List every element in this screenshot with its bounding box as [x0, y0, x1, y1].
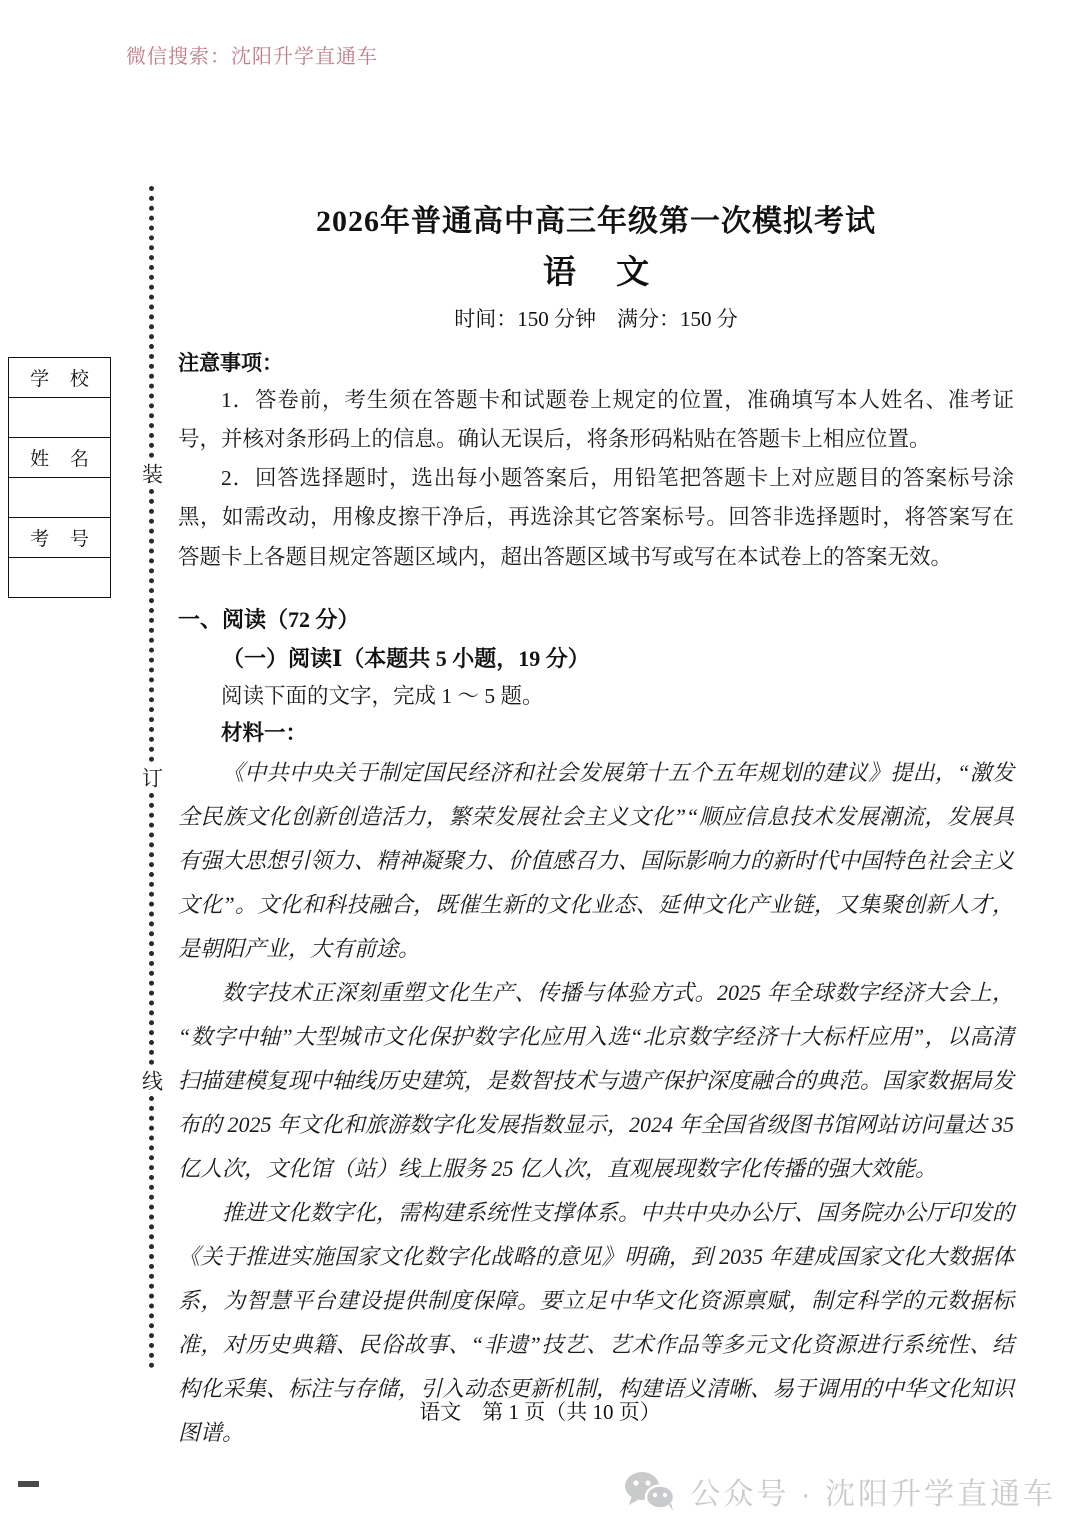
material-paragraph-3: 推进文化数字化，需构建系统性支撑体系。中共中央办公厅、国务院办公厅印发的《关于推进实施国家文化数字化战略的意见》明确，到 2035 年建成国家文化大数据体系，为智慧平台建设提供制度保障。要立足中华文化资源禀赋，制定科学的元数据标准，对历史典籍、民俗故事、“非遗”技艺、艺术作品等多元文化资源进行系统性、结构化采集、标注与存储，引入动态更新机制，构建语义清晰、易于调用的中华文化知识图谱。 — [178, 1199, 1015, 1445]
sealing-line-dots-mid-lower — [149, 793, 154, 1065]
bottom-watermark — [624, 1469, 1056, 1513]
identity-row-exam-number-input[interactable] — [9, 558, 110, 597]
subject-title: 语 文 — [542, 255, 666, 291]
top-watermark-text: 微信搜索：沈阳升学直通车 — [126, 46, 378, 68]
paper-content — [178, 196, 1014, 1455]
notice-item-1: 1．答卷前，考生须在答题卡和试题卷上规定的位置，准确填写本人姓名、准考证号，并核对条形码上的信息。确认无误后，将条形码粘贴在答题卡上相应位置。 — [178, 388, 1014, 452]
material-label-one: 材料一： — [221, 720, 308, 745]
identity-row-school-input[interactable] — [9, 398, 110, 438]
notice-item-2: 2．回答选择题时，选出每小题答案后，用铅笔把答题卡上对应题目的答案标号涂黑，如需改动，用橡皮擦干净后，再选涂其它答案标号。回答非选择题时，将答案写在答题卡上各题目规定答题区域内，超出答题区域书写或写在本试卷上的答案无效。 — [178, 466, 1014, 569]
subsection-heading-reading-1: （一）阅读Ⅰ（本题共 5 小题，19 分） — [222, 645, 590, 671]
sealing-line-dots-top — [149, 186, 154, 458]
bottom-watermark-bar — [0, 1463, 1080, 1527]
sealing-line-char-ding: 订 — [139, 766, 164, 788]
sealing-line-char-xian: 线 — [139, 1069, 164, 1091]
reading-instruction: 阅读下面的文字，完成 1 ～ 5 题。 — [221, 683, 544, 708]
exam-title: 2026年普通高中高三年级第一次模拟考试 — [316, 205, 876, 238]
page-footer: 语文 第 1 页（共 10 页） — [419, 1400, 661, 1424]
sealing-line-dots-bottom — [149, 1096, 154, 1368]
student-identity-box — [8, 357, 111, 598]
sealing-line-dots-mid-upper — [149, 489, 154, 761]
wechat-icon — [624, 1470, 676, 1512]
section-heading-reading: 一、阅读（72 分） — [178, 606, 360, 632]
identity-row-name-input[interactable] — [9, 478, 110, 518]
identity-row-name-label: 姓 名 — [9, 438, 110, 478]
sealing-line-char-zhuang: 装 — [139, 463, 164, 485]
corner-mark — [18, 1481, 39, 1487]
material-paragraph-2: 数字技术正深刻重塑文化生产、传播与体验方式。2025 年全球数字经济大会上，“数字中轴”大型城市文化保护数字化应用入选“北京数字经济十大标杆应用”，以高清扫描建模复现中轴线历史建筑，是数智技术与遗产保护深度融合的典范。国家数据局发布的 2025 年文化和旅游数字化发展指数显示，2024 年全国省级图书馆网站访问量达 35 亿人次，文化馆（站）线上服务 25 亿人次，直观展现数字化传播的强大效能。 — [178, 979, 1015, 1181]
identity-row-exam-number-label: 考 号 — [9, 518, 110, 558]
section-spacer — [178, 577, 1014, 603]
identity-row-school-label: 学 校 — [9, 358, 110, 398]
material-paragraph-1: 《中共中央关于制定国民经济和社会发展第十五个五年规划的建议》提出，“激发全民族文化创新创造活力，繁荣发展社会主义文化”“顺应信息技术发展潮流，发展具有强大思想引领力、精神凝聚力、价值感召力、国际影响力的新时代中国特色社会主义文化”。文化和科技融合，既催生新的文化业态、延伸文化产业链，又集聚创新人才，是朝阳产业，大有前途。 — [178, 759, 1015, 961]
sealing-line — [139, 186, 164, 1368]
exam-duration-and-score: 时间：150 分钟 满分：150 分 — [454, 307, 738, 331]
bottom-watermark-text: 公众号 · 沈阳升学直通车 — [690, 1478, 1056, 1511]
notice-heading: 注意事项： — [178, 351, 283, 375]
